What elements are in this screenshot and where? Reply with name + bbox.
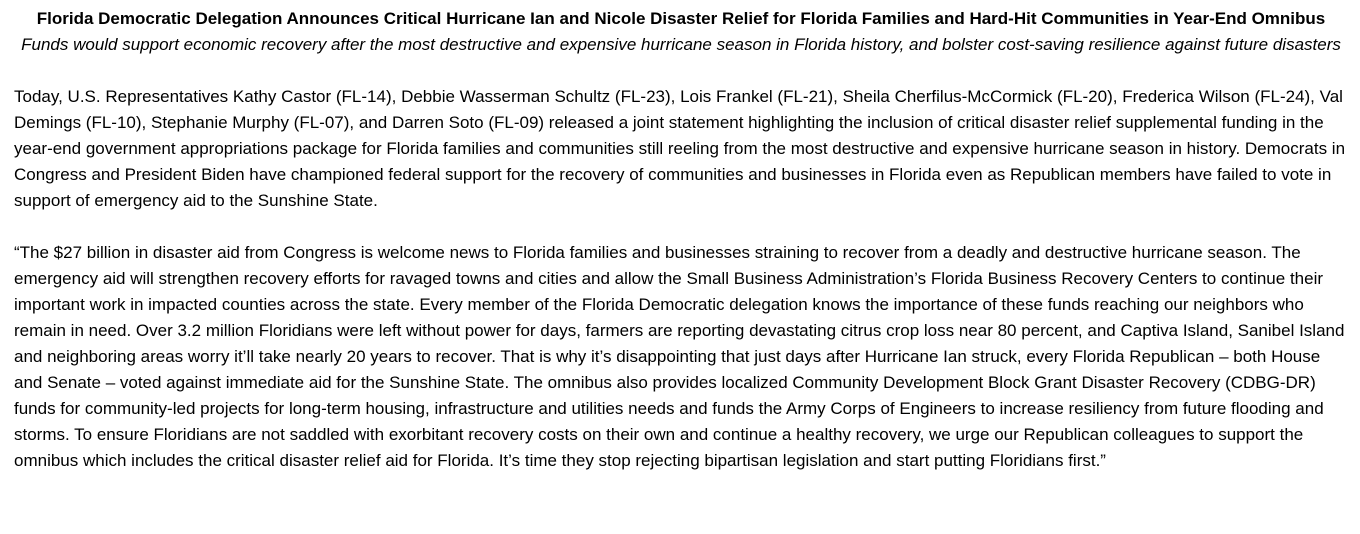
intro-paragraph: Today, U.S. Representatives Kathy Castor (FL-14), Debbie Wasserman Schultz (FL-23), Lois Frankel (FL-21), Sheila Cherfilus-McCormick (FL-20), Frederica Wilson (FL-24), Val Demings (FL-10), Stephanie Murphy (FL-07), and Darren Soto (FL-09) released a joint statement highlighting the inclusion of critical disaster relief supplemental funding in the year-end government appropriations package for Florida families and communities still reeling from the most destructive and expensive hurricane season in history. Democrats in Congress and President Biden have championed federal support for the recovery of communities and businesses in Florida even as Republican members have failed to vote in support of emergency aid to the Sunshine State. (14, 87, 1346, 210)
document-title: Florida Democratic Delegation Announces Critical Hurricane Ian and Nicole Disaster Relief for Florida Families and Hard-Hit Communities in Year-End Omnibus (36, 9, 1326, 28)
quote-paragraph: “The $27 billion in disaster aid from Congress is welcome news to Florida families and businesses straining to recover from a deadly and destructive hurricane season. The emergency aid will strengthen recovery efforts for ravaged towns and cities and allow the Small Business Administration’s Florida Business Recovery Centers to continue their important work in impacted counties across the state. Every member of the Florida Democratic delegation knows the importance of these funds reaching our neighbors who remain in need. Over 3.2 million Floridians were left without power for days, farmers are reporting devastating citrus crop loss near 80 percent, and Captiva Island, Sanibel Island and neighboring areas worry it’ll take nearly 20 years to recover. That is why it’s disappointing that just days after Hurricane Ian struck, every Florida Republican – both House and Senate – voted against immediate aid for the Sunshine State. The omnibus also provides localized Community Development Block Grant Disaster Recovery (CDBG-DR) funds for community-led projects for long-term housing, infrastructure and utilities needs and funds the Army Corps of Engineers to increase resiliency from future flooding and storms. To ensure Floridians are not saddled with exorbitant recovery costs on their own and continue a healthy recovery, we urge our Republican colleagues to support the omnibus which includes the critical disaster relief aid for Florida. It’s time they stop rejecting bipartisan legislation and start putting Floridians first.” (14, 243, 1345, 470)
document-subtitle: Funds would support economic recovery after the most destructive and expensive hurricane season in Florida history, and bolster cost-saving resilience against future disasters (21, 35, 1341, 54)
